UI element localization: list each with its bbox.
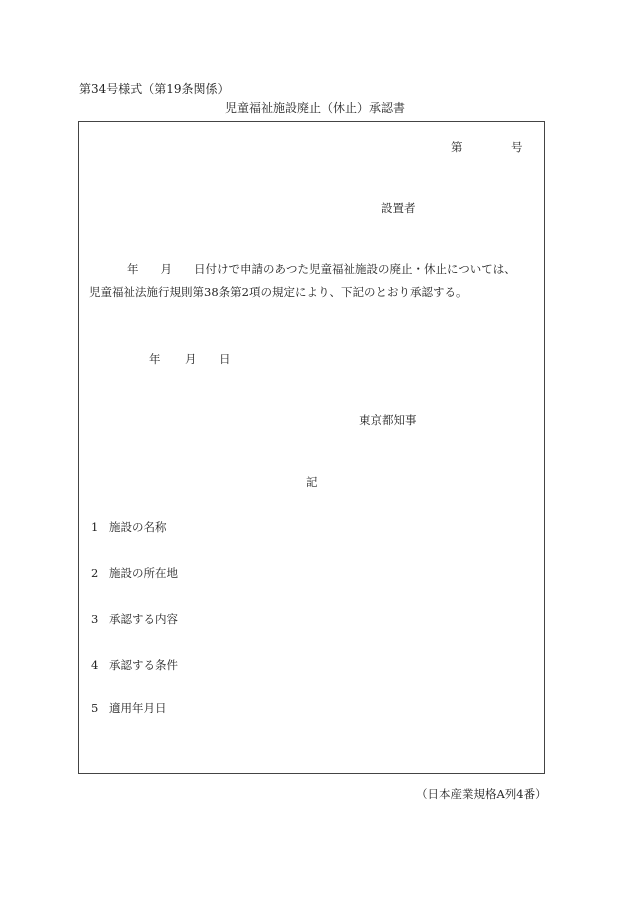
issue-number-prefix: 第 <box>451 140 463 154</box>
form-frame <box>78 121 545 774</box>
item-number: 2 <box>91 566 99 580</box>
item-label: 施設の所在地 <box>109 566 178 580</box>
body-year: 年 <box>127 262 139 276</box>
body-line-1 <box>89 261 516 277</box>
item-number: 5 <box>91 701 99 715</box>
date-year: 年 <box>149 352 161 366</box>
list-item <box>91 611 178 627</box>
date-month: 月 <box>185 352 197 366</box>
item-number: 1 <box>91 520 99 534</box>
item-label: 施設の名称 <box>109 520 167 534</box>
list-item <box>91 565 178 581</box>
list-item <box>91 657 178 673</box>
body-month: 月 <box>160 262 172 276</box>
date-day: 日 <box>219 352 231 366</box>
ki-heading: 記 <box>306 475 318 489</box>
body-text: 日付けで申請のあつた児童福祉施設の廃止・休止については、 <box>194 262 516 276</box>
list-item <box>91 519 167 535</box>
issuer-name: 東京都知事 <box>359 413 417 427</box>
paper-size-note: （日本産業規格A列4番） <box>416 787 547 801</box>
list-item <box>91 700 167 716</box>
item-label: 承認する内容 <box>109 612 178 626</box>
recipient-label: 設置者 <box>381 201 416 215</box>
form-number: 第34号様式（第19条関係） <box>79 82 230 96</box>
item-number: 3 <box>91 612 99 626</box>
body-line-2: 児童福祉法施行規則第38条第2項の規定により、下記のとおり承認する。 <box>89 285 468 299</box>
document-title: 児童福祉施設廃止（休止）承認書 <box>224 101 405 115</box>
item-label: 適用年月日 <box>109 701 167 715</box>
item-label: 承認する条件 <box>109 658 178 672</box>
issue-number-suffix: 号 <box>511 140 523 154</box>
item-number: 4 <box>91 658 99 672</box>
